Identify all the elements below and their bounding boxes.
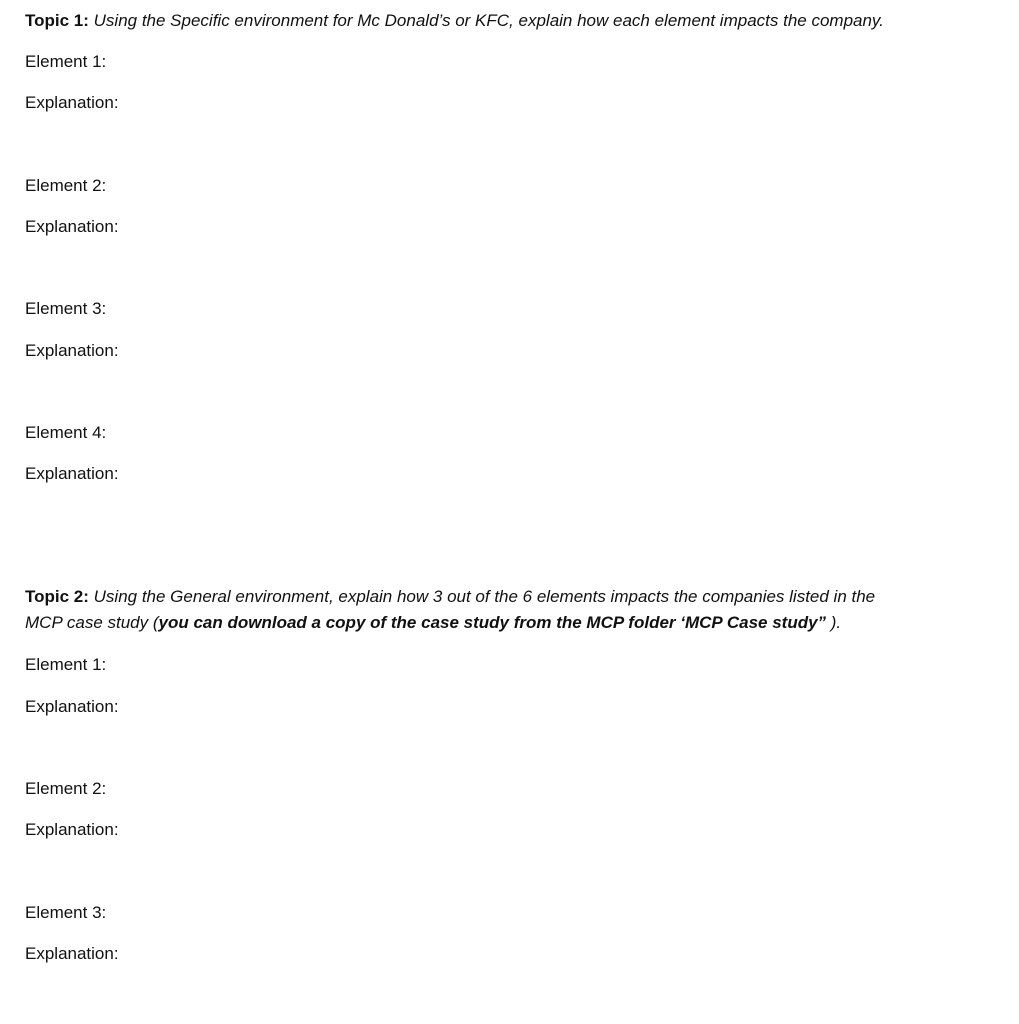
topic2-prompt-bold: you can download a copy of the case study from the MCP folder ‘MCP Case study” — [158, 613, 827, 632]
topic1-element-3-label: Element 3: — [25, 299, 107, 318]
topic2-prompt-start: MCP case study ( — [25, 613, 159, 632]
topic2-prompt-line-1: Using the General environment, explain how 3 out of the 6 elements impacts the companies listed in the — [88, 587, 876, 606]
topic2-explanation-1-label: Explanation: — [25, 697, 119, 716]
topic1-explanation-2-label: Explanation: — [25, 217, 119, 236]
topic1-explanation-1-label: Explanation: — [25, 93, 119, 112]
topic2-heading-line-2 — [25, 610, 841, 636]
topic2-prompt-end: ). — [826, 613, 842, 632]
topic1-element-1-label: Element 1: — [25, 52, 107, 71]
topic2-element-1-label: Element 1: — [25, 655, 107, 674]
topic1-prompt: Using the Specific environment for Mc Donald’s or KFC, explain how each element impacts the company. — [88, 11, 884, 30]
topic1-explanation-4-label: Explanation: — [25, 464, 119, 483]
topic1-label: Topic 1: — [25, 11, 89, 30]
topic2-heading-line-1 — [25, 584, 875, 610]
topic1-explanation-3-label: Explanation: — [25, 341, 119, 360]
topic2-label: Topic 2: — [25, 587, 89, 606]
topic1-heading — [25, 8, 884, 34]
topic2-element-3-label: Element 3: — [25, 903, 107, 922]
topic2-explanation-2-label: Explanation: — [25, 820, 119, 839]
topic2-explanation-3-label: Explanation: — [25, 944, 119, 963]
topic1-element-2-label: Element 2: — [25, 176, 107, 195]
topic1-element-4-label: Element 4: — [25, 423, 107, 442]
topic2-element-2-label: Element 2: — [25, 779, 107, 798]
